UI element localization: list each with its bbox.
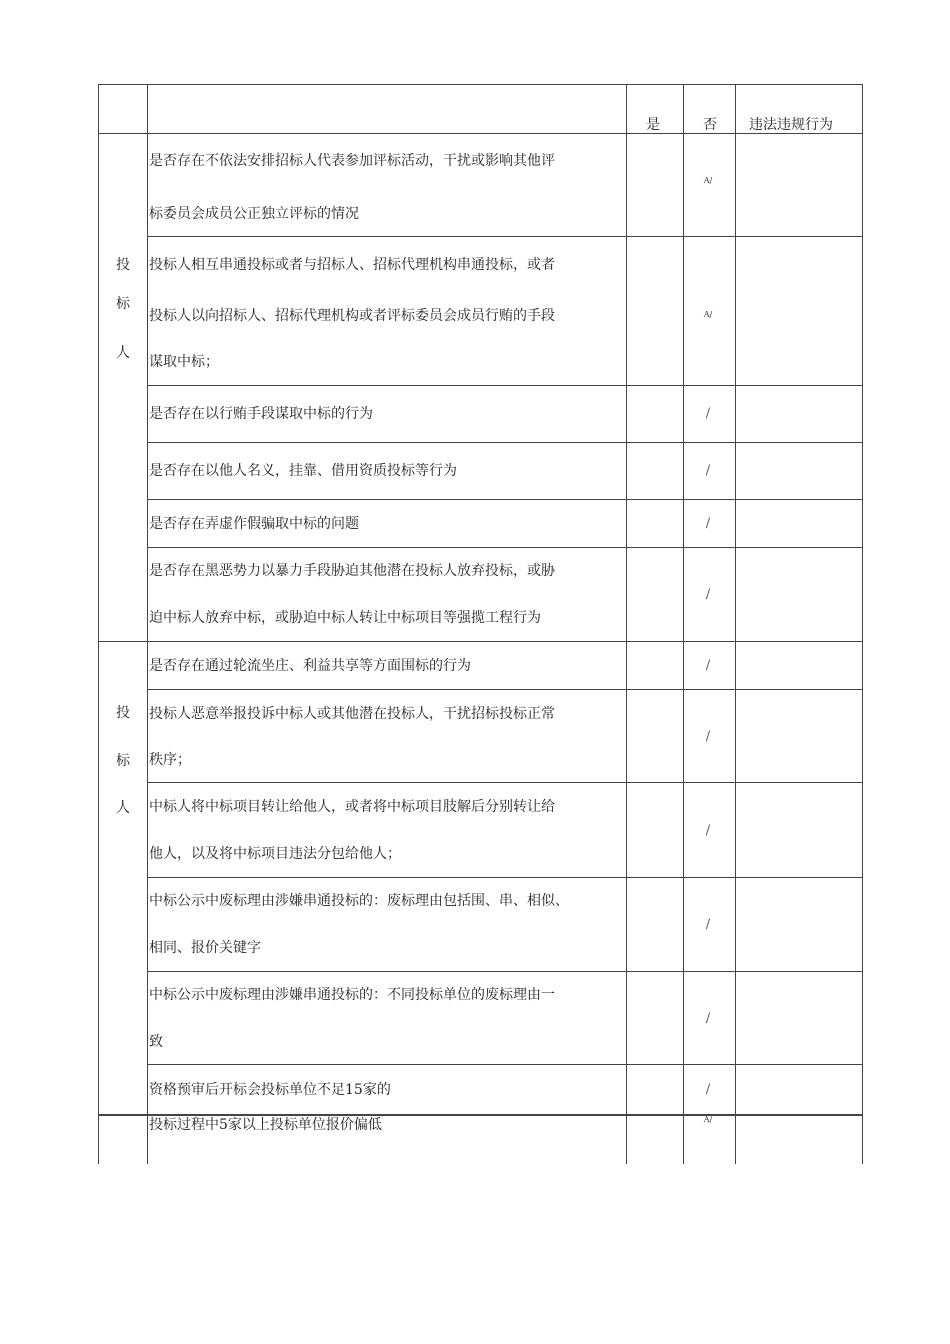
criterion-text: 投标人以向招标人、招标代理机构或者评标委员会成员行贿的手段	[149, 308, 555, 324]
no-column-mark: /	[705, 658, 711, 673]
column-divider	[683, 84, 684, 1164]
criterion-text: 投标过程中5家以上投标单位报价偏低	[149, 1117, 382, 1133]
header-violation: 违法违规行为	[749, 117, 833, 133]
row-divider	[98, 84, 863, 85]
criterion-text: 资格预审后开标会投标单位不足15家的	[149, 1082, 391, 1098]
criterion-text: 是否存在不依法安排招标人代表参加评标活动，干扰或影响其他评	[149, 153, 555, 169]
section-label-char: 投	[116, 705, 130, 721]
no-column-mark: /	[705, 1082, 711, 1097]
no-column-mark: /	[705, 1011, 711, 1026]
header-no: 否	[703, 117, 717, 133]
no-column-mark: /	[705, 823, 711, 838]
no-column-mark: /	[705, 406, 711, 421]
no-column-mark: /	[705, 587, 711, 602]
section-label-char: 标	[116, 753, 130, 769]
row-divider	[147, 877, 863, 878]
criterion-text: 中标人将中标项目转让给他人，或者将中标项目肢解后分别转让给	[149, 799, 555, 815]
section-label-char: 标	[116, 296, 130, 312]
row-divider	[147, 689, 863, 690]
criterion-text: 他人，以及将中标项目违法分包给他人；	[149, 846, 401, 862]
criterion-text: 谋取中标；	[149, 354, 219, 370]
no-column-mark: A/	[703, 310, 713, 319]
row-divider	[147, 1064, 863, 1065]
criterion-text: 投标人恶意举报投诉中标人或其他潜在投标人，干扰招标投标正常	[149, 706, 555, 722]
row-divider	[147, 236, 863, 237]
no-column-mark: A/	[703, 1115, 713, 1124]
criterion-text: 致	[149, 1034, 163, 1050]
criterion-text: 秩序；	[149, 752, 191, 768]
criterion-text: 是否存在以他人名义，挂靠、借用资质投标等行为	[149, 463, 457, 479]
no-column-mark: /	[705, 729, 711, 744]
row-divider	[147, 442, 863, 443]
criterion-text: 是否存在黑恶势力以暴力手段胁迫其他潜在投标人放弃投标，或胁	[149, 563, 555, 579]
row-divider	[147, 385, 863, 386]
column-divider	[862, 84, 863, 1164]
criterion-text: 是否存在弄虚作假骗取中标的问题	[149, 516, 359, 532]
no-column-mark: /	[705, 516, 711, 531]
section-label-char: 人	[116, 345, 130, 361]
section-label-char: 投	[116, 257, 130, 273]
criterion-text: 标委员会成员公正独立评标的情况	[149, 206, 359, 222]
criterion-text: 中标公示中废标理由涉嫌串通投标的：废标理由包括围、串、相似、	[149, 893, 569, 909]
column-divider	[626, 84, 627, 1164]
no-column-mark: A/	[703, 176, 713, 185]
no-column-mark: /	[705, 463, 711, 478]
no-column-mark: /	[705, 917, 711, 932]
row-divider	[147, 499, 863, 500]
column-divider	[147, 84, 148, 1164]
row-divider	[147, 547, 863, 548]
row-divider	[98, 641, 863, 642]
row-divider	[147, 782, 863, 783]
column-divider	[735, 84, 736, 1164]
criterion-text: 是否存在通过轮流坐庄、利益共享等方面围标的行为	[149, 658, 471, 674]
column-divider	[98, 84, 99, 1164]
criterion-text: 投标人相互串通投标或者与招标人、招标代理机构串通投标，或者	[149, 257, 555, 273]
criterion-text: 中标公示中废标理由涉嫌串通投标的：不同投标单位的废标理由一	[149, 987, 555, 1003]
row-divider	[147, 971, 863, 972]
section-label-char: 人	[116, 800, 130, 816]
criterion-text: 相同、报价关键字	[149, 940, 261, 956]
criterion-text: 是否存在以行贿手段谋取中标的行为	[149, 406, 373, 422]
criterion-text: 迫中标人放弃中标，或胁迫中标人转让中标项目等强揽工程行为	[149, 610, 541, 626]
header-yes: 是	[646, 117, 660, 133]
